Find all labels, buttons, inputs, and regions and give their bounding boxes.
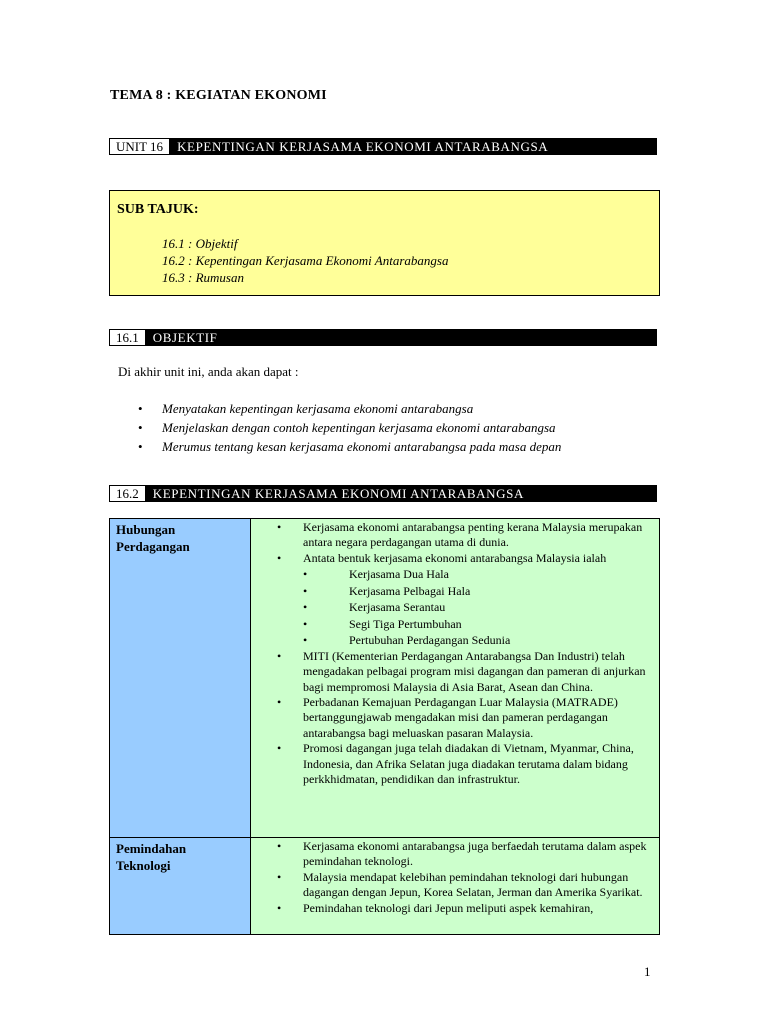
row-content bbox=[251, 519, 660, 838]
objective-item: • Merumus tentang kesan kerjasama ekonomi antarabangsa pada masa depan bbox=[138, 437, 561, 456]
table-row bbox=[110, 519, 660, 838]
subtopic-item: 16.1 : Objektif bbox=[162, 236, 238, 251]
sub-list bbox=[303, 566, 653, 649]
list-item: • Kerjasama ekonomi antarabangsa penting kerana Malaysia merupakan antara negara perdagangan utama di dunia. bbox=[273, 520, 653, 551]
section-16-1-bar bbox=[109, 329, 657, 346]
subtopic-item: 16.3 : Rumusan bbox=[162, 270, 244, 285]
page-number: 1 bbox=[644, 964, 651, 979]
objective-intro: Di akhir unit ini, anda akan dapat : bbox=[118, 364, 299, 379]
list-item: • Kerjasama ekonomi antarabangsa juga berfaedah terutama dalam aspek pemindahan teknologi. bbox=[273, 839, 653, 870]
sub-list-item: • Kerjasama Pelbagai Hala bbox=[303, 583, 653, 600]
sub-list-item: • Kerjasama Dua Hala bbox=[303, 566, 653, 583]
list-item-text: Antata bentuk kerjasama ekonomi antarabangsa Malaysia ialah bbox=[303, 550, 607, 565]
section-number: 16.2 bbox=[110, 486, 145, 501]
subtopic-list bbox=[162, 235, 448, 286]
point-list bbox=[273, 839, 653, 916]
row-label-line: Perdagangan bbox=[116, 539, 190, 554]
list-item: • Malaysia mendapat kelebihan pemindahan teknologi dari hubungan dagangan dengan Jepun, Korea Selatan, Jerman dan Amerika Syarikat. bbox=[273, 870, 653, 901]
content-table bbox=[109, 518, 660, 935]
sub-list-item: • Kerjasama Serantau bbox=[303, 599, 653, 616]
subtopic-heading: SUB TAJUK: bbox=[117, 202, 199, 217]
list-item bbox=[273, 551, 653, 649]
row-label bbox=[110, 519, 251, 838]
section-title: KEPENTINGAN KERJASAMA EKONOMI ANTARABANGSA bbox=[152, 486, 524, 501]
theme-title: TEMA 8 : KEGIATAN EKONOMI bbox=[110, 88, 327, 103]
row-label bbox=[110, 838, 251, 935]
unit-number: UNIT 16 bbox=[110, 139, 169, 154]
section-number: 16.1 bbox=[110, 330, 145, 345]
unit-title: KEPENTINGAN KERJASAMA EKONOMI ANTARABANGSA bbox=[177, 139, 549, 154]
unit-heading-bar bbox=[109, 138, 657, 155]
row-content bbox=[251, 838, 660, 935]
list-item: • Perbadanan Kemajuan Perdagangan Luar Malaysia (MATRADE) bertanggungjawab mengadakan misi dan pameran perdagangan antarabangsa bagi meluaskan pasaran Malaysia. bbox=[273, 695, 653, 741]
objective-item: • Menjelaskan dengan contoh kepentingan kerjasama ekonomi antarabangsa bbox=[138, 418, 561, 437]
objective-item: • Menyatakan kepentingan kerjasama ekonomi antarabangsa bbox=[138, 399, 561, 418]
row-label-line: Hubungan bbox=[116, 522, 176, 537]
sub-list-item: • Pertubuhan Perdagangan Sedunia bbox=[303, 632, 653, 649]
list-item: • MITI (Kementerian Perdagangan Antarabangsa Dan Industri) telah mengadakan pelbagai program misi dagangan dan pameran di anjurkan bagi mempromosi Malaysia di Asia Barat, Asean dan China. bbox=[273, 649, 653, 695]
list-item: • Promosi dagangan juga telah diadakan di Vietnam, Myanmar, China, Indonesia, dan Afrika Selatan juga diadakan terutama dalam bidang perkkhidmatan, pendidikan dan infrastruktur. bbox=[273, 741, 653, 787]
subtopic-box bbox=[109, 190, 660, 296]
section-title: OBJEKTIF bbox=[152, 330, 218, 345]
row-label-line: Teknologi bbox=[116, 858, 171, 873]
row-label-line: Pemindahan bbox=[116, 841, 187, 856]
point-list bbox=[273, 520, 653, 787]
section-16-2-bar bbox=[109, 485, 657, 502]
subtopic-item: 16.2 : Kepentingan Kerjasama Ekonomi Antarabangsa bbox=[162, 253, 449, 268]
sub-list-item: • Segi Tiga Pertumbuhan bbox=[303, 616, 653, 633]
list-item: • Pemindahan teknologi dari Jepun meliputi aspek kemahiran, bbox=[273, 901, 653, 916]
table-row bbox=[110, 838, 660, 935]
objective-list bbox=[138, 399, 561, 456]
